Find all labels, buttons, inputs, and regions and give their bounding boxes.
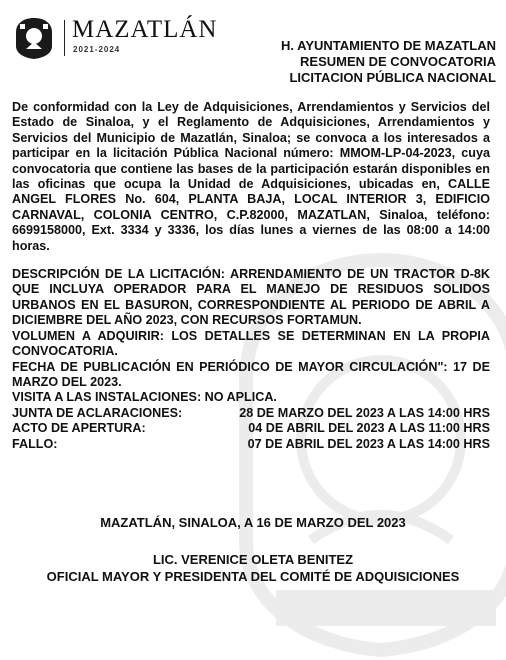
intro-paragraph: De conformidad con la Ley de Adquisiciones, Arrendamientos y Servicios del Estado de Sinaloa, y el Reglamento de Adquisiciones, Arrendamientos y Servicios del Municipio de Mazatlán, Sinaloa; se convoca a los interesados a participar en la licitación Pública Nacional número: MMOM-LP-04-2023, cuya convocatoria que contiene las bases de la participación estarán disponibles en las oficinas que ocupa la Unidad de Adquisiciones, ubicadas en, CALLE ANGEL FLORES No. 604, PLANTA BAJA, LOCAL INTERIOR 3, EDIFICIO CARNAVAL, COLONIA CENTRO, C.P.82000, MAZATLAN, Sinaloa, teléfono: 6699158000, Ext. 3334 y 3336, los días lunes a viernes de las 08:00 a 14:00 horas.	[12, 100, 490, 253]
document-title-block	[281, 38, 496, 86]
place-and-date: MAZATLÁN, SINALOA, A 16 DE MARZO DEL 2023	[100, 515, 406, 530]
schedule-value: 28 DE MARZO DEL 2023 A LAS 14:00 HRS	[239, 405, 490, 420]
description-paragraph: DESCRIPCIÓN DE LA LICITACIÓN: ARRENDAMIENTO DE UN TRACTOR D-8K QUE INCLUYA OPERADOR PARA EL MANEJO DE RESIDUOS SOLIDOS URBANOS EN EL BASURON, CORRESPONDIENTE AL PERIODO DE ABRIL A DICIEMBRE DEL AÑO 2023, CON RECURSOS FORTAMUN.	[12, 267, 490, 328]
title-line-3: LICITACION PÚBLICA NACIONAL	[289, 70, 496, 85]
schedule-label: ACTO DE APERTURA:	[12, 421, 146, 436]
signer-title: OFICIAL MAYOR Y PRESIDENTA DEL COMITÉ DE ADQUISICIONES	[46, 568, 460, 584]
volume-paragraph: VOLUMEN A ADQUIRIR: LOS DETALLES SE DETERMINAN EN LA PROPIA CONVOCATORIA.	[12, 328, 490, 359]
logo-years: 2021-2024	[73, 45, 121, 54]
document-header	[12, 14, 496, 88]
municipal-logo	[12, 14, 222, 60]
signer-name: LIC. VERENICE OLETA BENITEZ	[152, 552, 354, 567]
title-line-1: H. AYUNTAMIENTO DE MAZATLAN	[281, 38, 496, 53]
schedule-label: JUNTA DE ACLARACIONES:	[12, 405, 183, 420]
document-body	[12, 100, 490, 452]
schedule-value: 04 DE ABRIL DEL 2023 A LAS 11:00 HRS	[248, 421, 490, 436]
schedule-table	[12, 406, 490, 452]
schedule-value: 07 DE ABRIL DEL 2023 A LAS 14:00 HRS	[247, 436, 490, 451]
visit-paragraph: VISITA A LAS INSTALACIONES: NO APLICA.	[12, 390, 277, 405]
logo-divider	[64, 20, 65, 56]
logo-name: MAZATLÁN	[72, 16, 218, 43]
publication-paragraph: FECHA DE PUBLICACIÓN EN PERIÓDICO DE MAYOR CIRCULACIÓN": 17 DE MARZO DEL 2023.	[12, 359, 490, 389]
title-line-2: RESUMEN DE CONVOCATORIA	[300, 54, 496, 69]
signature-block	[0, 552, 506, 585]
coat-of-arms-icon	[12, 16, 56, 60]
schedule-label: FALLO:	[12, 436, 58, 451]
